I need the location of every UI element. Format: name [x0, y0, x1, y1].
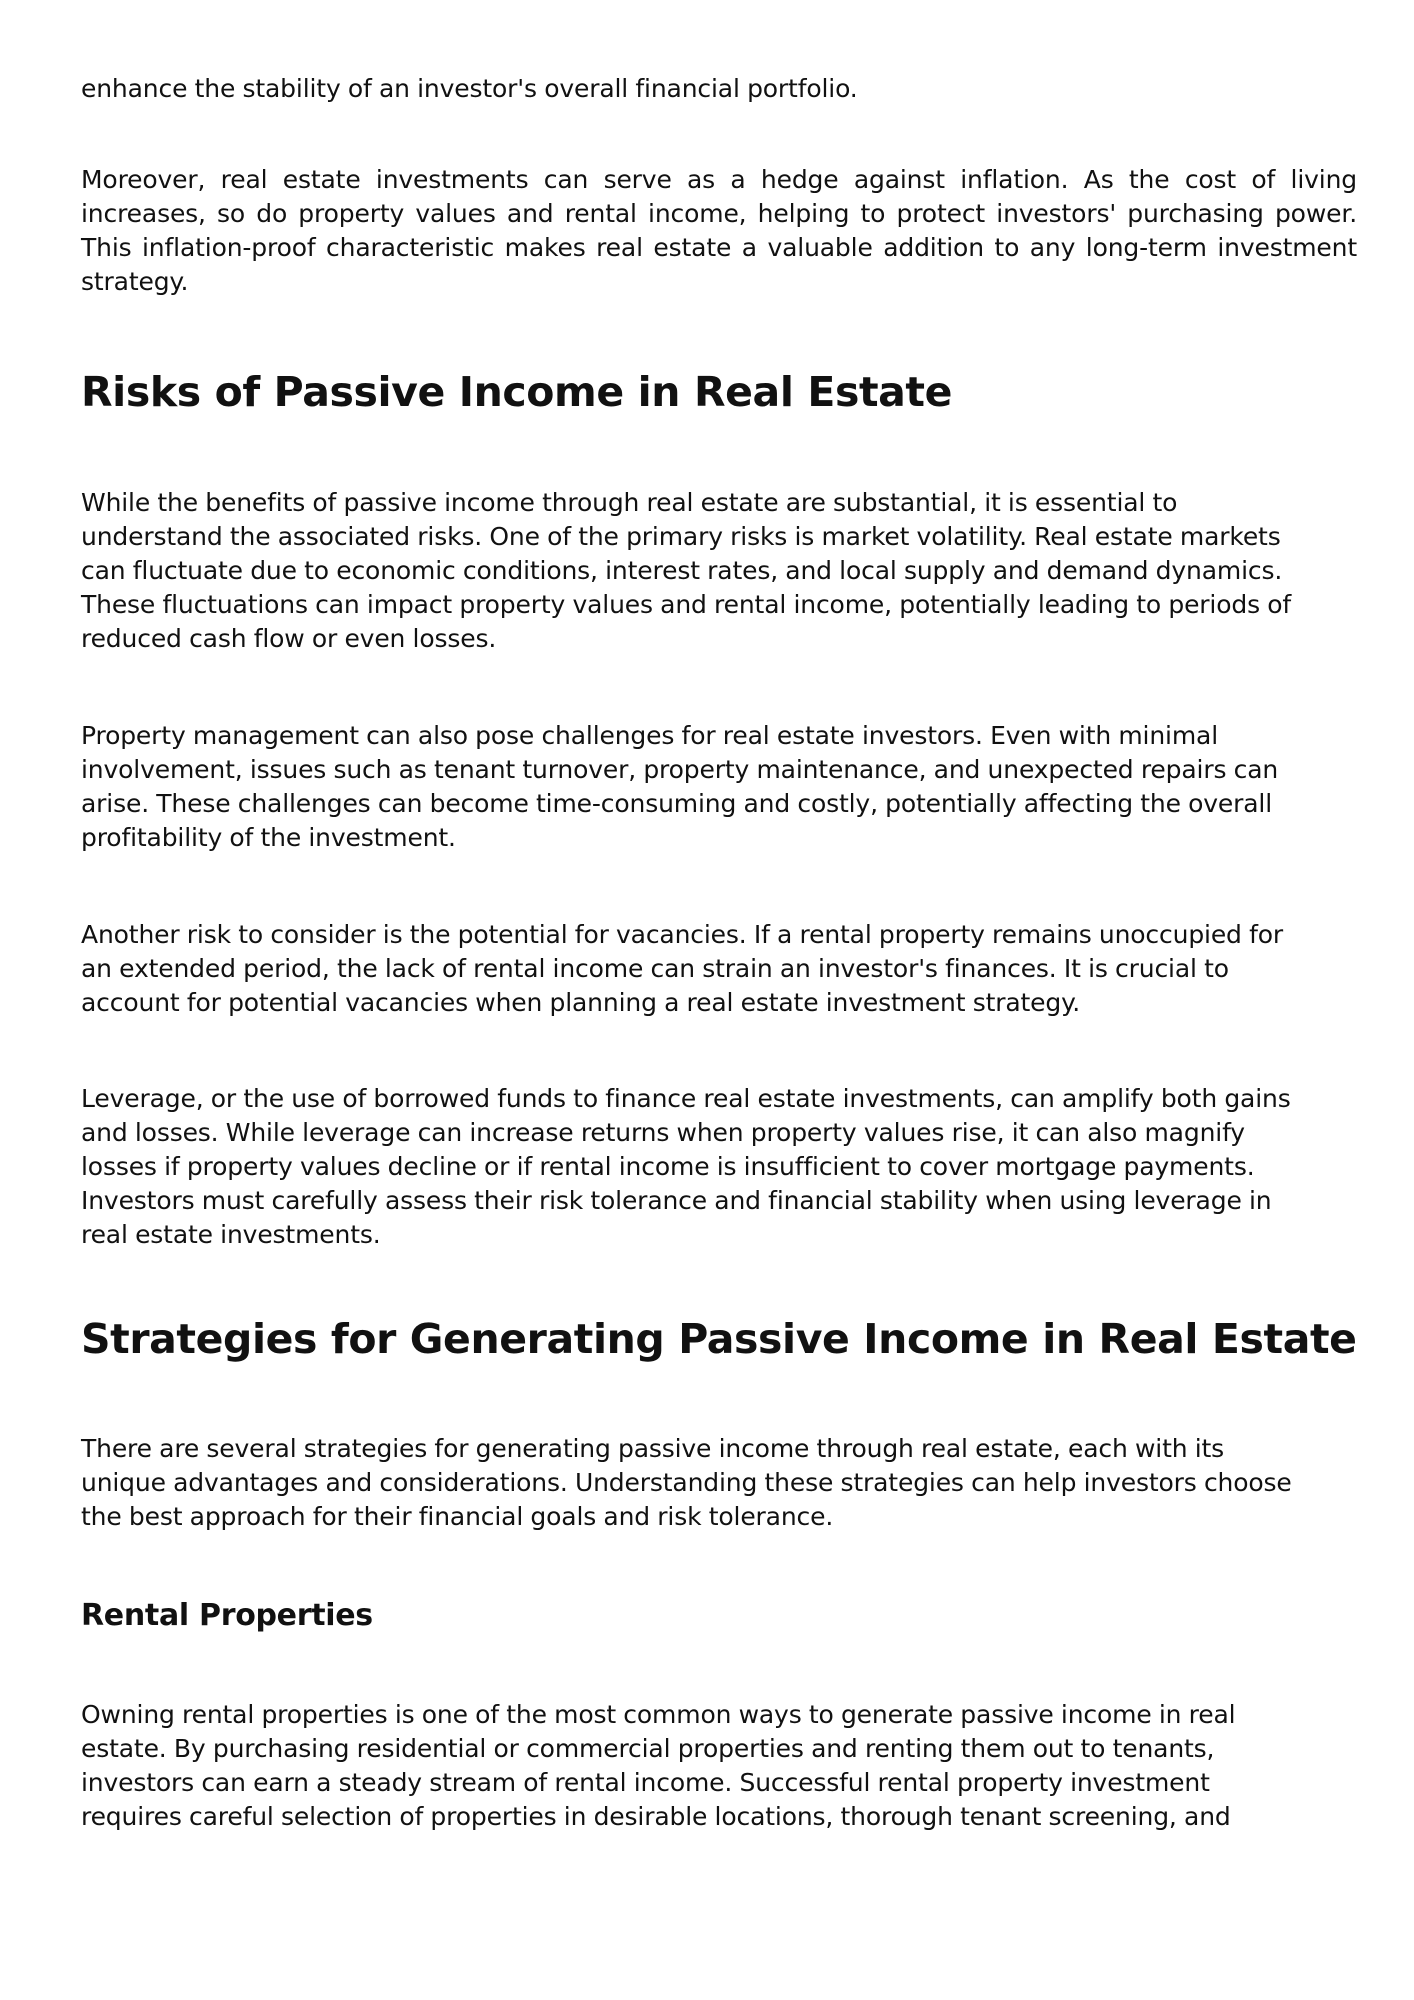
paragraph-property-management: Property management can also pose challenges for real estate investors. Even with minimal involvement, issues such as tenant turnover, property maintenance, and unexpected repairs can arise. These challenges can become time-consuming and costly, potentially affecting the overall profitability of the investment. — [81, 721, 1279, 852]
heading-strategies: Strategies for Generating Passive Income in Real Estate — [81, 1315, 1357, 1363]
paragraph-portfolio-stability: enhance the stability of an investor's overall financial portfolio. — [81, 74, 858, 103]
heading-risks: Risks of Passive Income in Real Estate — [81, 368, 953, 416]
paragraph-market-volatility: While the benefits of passive income through real estate are substantial, it is essential to understand the associated risks. One of the primary risks is market volatility. Real estate markets can fluctuate due to economic conditions, interest rates, and local supply and demand dynamics. These fluctuations can impact property values and rental income, potentially leading to periods of reduced cash flow or even losses. — [81, 488, 1292, 653]
paragraph-strategies-intro: There are several strategies for generating passive income through real estate, each with its unique advantages and considerations. Understanding these strategies can help investors choose the best approach for their financial goals and risk tolerance. — [81, 1434, 1292, 1531]
paragraph-leverage: Leverage, or the use of borrowed funds to finance real estate investments, can amplify both gains and losses. While leverage can increase returns when property values rise, it can also magnify losses if property values decline or if rental income is insufficient to cover mortgage payments. Investors must carefully assess their risk tolerance and financial stability when using leverage in real estate investments. — [81, 1084, 1291, 1249]
paragraph-rental-properties: Owning rental properties is one of the most common ways to generate passive income in real estate. By purchasing residential or commercial properties and renting them out to tenants, investors can earn a steady stream of rental income. Successful rental property investment requires careful selection of properties in desirable locations, thorough tenant screening, and — [81, 1700, 1236, 1831]
paragraph-vacancies: Another risk to consider is the potential for vacancies. If a rental property remains unoccupied for an extended period, the lack of rental income can strain an investor's finances. It is crucial to account for potential vacancies when planning a real estate investment strategy. — [81, 920, 1284, 1017]
subheading-rental-properties: Rental Properties — [81, 1598, 373, 1633]
paragraph-inflation-hedge: Moreover, real estate investments can serve as a hedge against inflation. As the cost of living increases, so do property values and rental income, helping to protect investors' purchasing power. This inflation-proof characteristic makes real estate a valuable addition to any long-term investment strategy. — [81, 165, 1357, 296]
